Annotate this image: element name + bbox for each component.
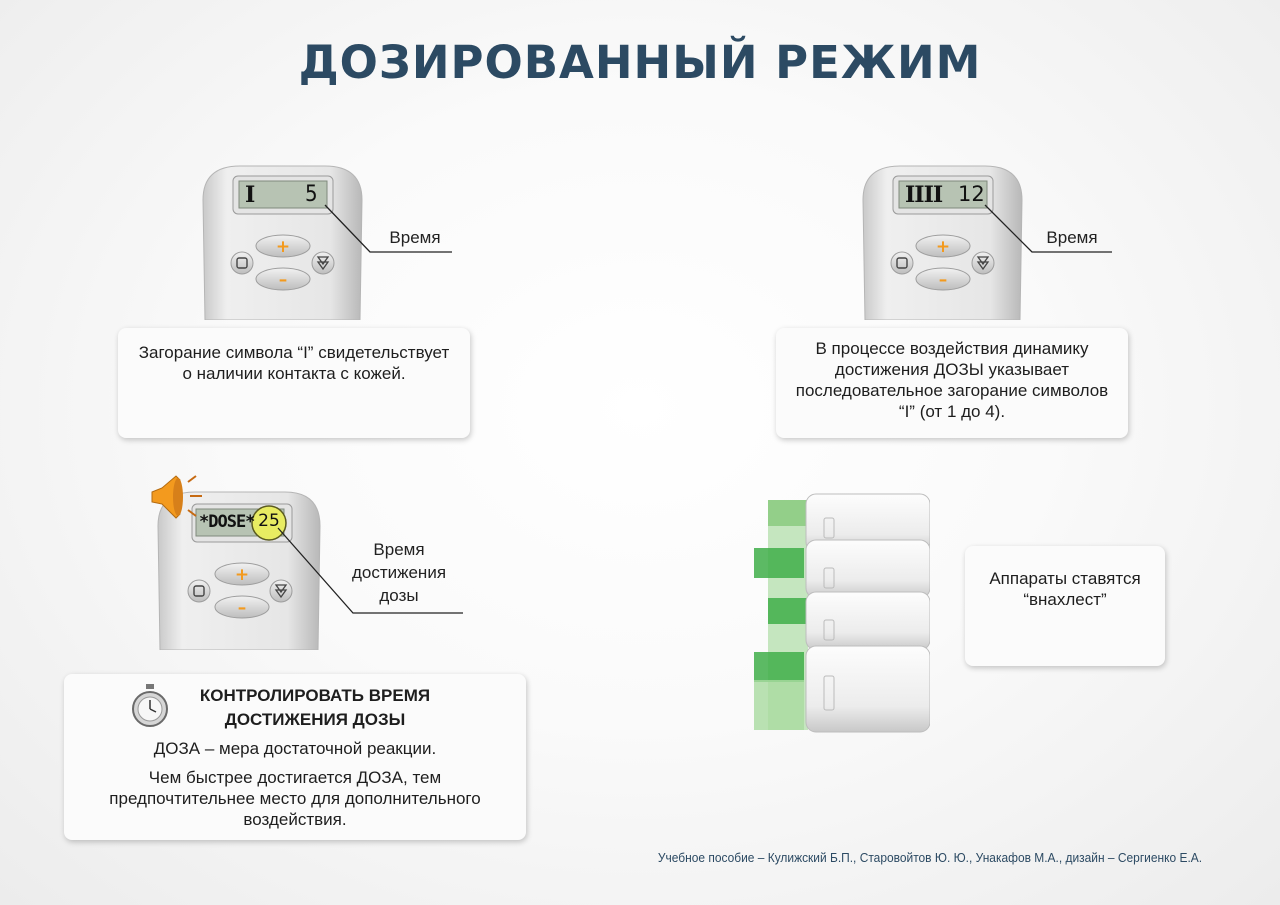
overlapping-devices-illustration (740, 490, 930, 740)
lcd-symbol: IIII (905, 182, 943, 208)
overlap-label: Аппараты ставятся “внахлест” (989, 569, 1141, 609)
lcd-value: 12 (958, 182, 985, 206)
minus-button-label: – (237, 598, 247, 618)
device-3-label: Время достижения дозы (351, 540, 447, 605)
stopwatch-icon (130, 682, 170, 730)
dose-control-heading (120, 684, 510, 732)
page-title: ДОЗИРОВАННЫЙ РЕЖИМ (298, 36, 982, 89)
lcd-dose-text: *DOSE* (199, 512, 255, 532)
device-2-label: Время (1046, 228, 1098, 247)
plus-button-label: + (275, 237, 291, 257)
contact-info-card (118, 328, 470, 438)
dose-control-card (64, 674, 526, 840)
plus-button-label: + (234, 565, 250, 585)
plus-button-label: + (935, 237, 951, 257)
dose-dynamics-text: В процессе воздействия динамику достижения ДОЗЫ указывает последовательное загорание символов “I” (от 1 до 4). (795, 339, 1109, 421)
heading-line-2: ДОСТИЖЕНИЯ ДОЗЫ (224, 710, 406, 729)
lcd-dose-value: 25 (258, 511, 280, 531)
dose-dynamics-card (776, 328, 1128, 438)
lcd-value: 5 (305, 182, 318, 207)
footer-credits: Учебное пособие – Кулижский Б.П., Старовойтов Ю. Ю., Унакафов М.А., дизайн – Сергиенко Е.А. (657, 850, 1203, 865)
minus-button-label: – (938, 270, 948, 290)
dose-definition: ДОЗА – мера достаточной реакции. (153, 739, 437, 758)
heading-line-1: КОНТРОЛИРОВАТЬ ВРЕМЯ (199, 686, 431, 705)
device-1-label: Время (389, 228, 441, 247)
dose-note: Чем быстрее достигается ДОЗА, тем предпочтительнее место для дополнительного воздействия. (109, 768, 481, 829)
contact-info-text: Загорание символа “I” свидетельствует о наличии контакта с кожей. (138, 343, 450, 383)
lcd-symbol: I (245, 182, 256, 208)
minus-button-label: – (278, 270, 288, 290)
overlap-card (965, 546, 1165, 666)
